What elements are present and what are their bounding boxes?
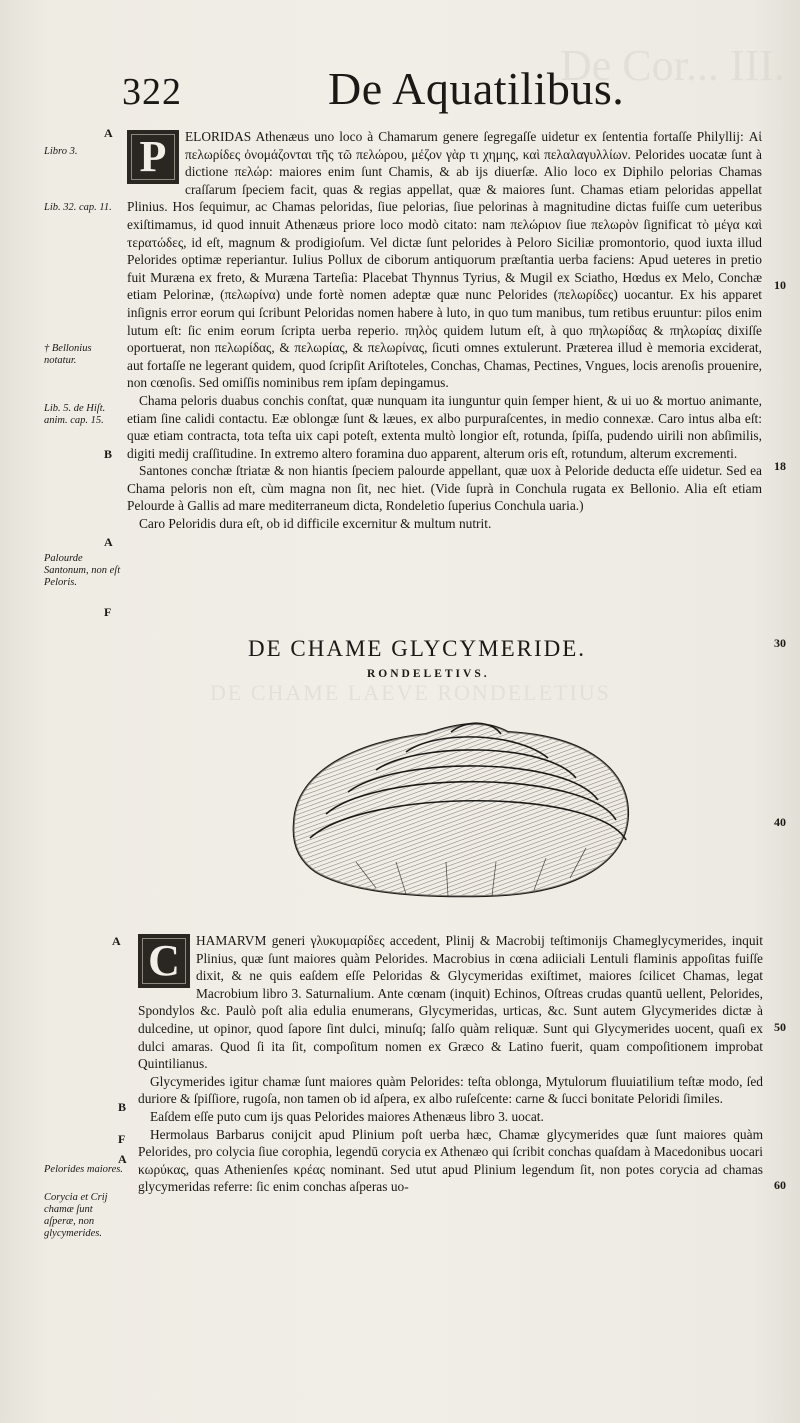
author-attribution: RONDELETIVS. [367,668,490,680]
line-mark: 10 [774,278,786,292]
section-letter: B [104,447,113,461]
section-letter: A [112,934,121,948]
paragraph: ELORIDAS Athenæus uno loco à Chamarum genere ſegregaſſe uidetur ex ſententia fortaſſe Philyllij: Αἱ πελωρίδες ὀνομάζονται τῆς τῶ πελώρου, μέζον γὰρ τι χημης, καὶ πελαλαγυλλίων. Pelorides uocatæ ſunt à dictione πελώρ: maiores enim ſunt Chamis, & ab ijs diuerſæ. Alio loco ex Diphilo pelorias Chamas craſſarum ſpeciem facit, quas & regias appellat, quæ & maiores ſunt. Chamas etiam peloridas appellat Plinius. Hos ſequimur, ac Chamas peloridas, ſiue pelorias, ſiue pelorinas à magnitudine dictas fuiſſe cum ueteribus exiſtimamus, id quod innuit Athenæus priore loco modò citato: nam πελώριον ſiue πελωρὸν ſignificat τὸ μέγα καὶ τερατώδες, id eſt, magnum & prodigioſum. Vel dictæ ſunt pelorides à Peloro Siciliæ promontorio, quod iuxta illud Pelorides optimæ reperiantur. Iulius Pollux de ciborum antiquorum præſtantia uerba faciens: Apud ueteres in pretio fuit Muræna ex freto, & Muræna Tarteſia: Placebat Thynnus Tyrius, & Mugil ex Sciatho, Hœdus ex Melo, Conchæ etiam Pelorinæ, (πελωρίνα) unde fortè nomen adeptæ quæ nunc Pelorides (πελωρίδες) uocantur. Ex his apparet inſignis error eorum qui ſcribunt Peloridas nomen habere à luto, in quo tum manibus, tum retibus eruuntur: pilos enim lutum eſt: ſic enim eorum ſcripta uerba reperio. πηλὸς quidem lutum eſt, à quo πηλωρίδας & πηλωρίας dixiſſe oportuerat, non πελωρίδας, & πελωρίας, & πελωρίνας, ſicuti omnes extulerunt. Præterea illud è memoria exciderat, aut fortaſſe ne legerant quidem, quod ſcripſit Ariſtoteles, Conchas, Chamas, Pectines, Vngues, locis arenoſis prouenire, non cœnoſis. Sed omiſſis nominibus rem ipſam depingamus. [127,129,762,391]
margin-note: † Bellonius notatur. [44,343,92,366]
line-mark: 40 [774,815,786,829]
line-mark: 30 [774,636,786,650]
line-mark: 50 [774,1020,786,1034]
margin-note: Pelorides maiores. [44,1164,123,1175]
paragraph: Hermolaus Barbarus conijcit apud Plinium poſt uerba hæc, Chamæ glycymerides quæ ſunt maiores quàm Pelorides, pro colycia ſiue corophia, legendū coryciа ex Athenæo qui ſcribit conchas quaſdam à Macedonibus uocari κωρύκας, quas Athenienſes κρέας nominant. Sed utut apud Plinium legendum ſit, non potes corycia ad chamas glycymeridas referre: ſic enim conchas aſperas uo- [138,1126,763,1195]
line-mark: 18 [774,459,786,473]
section-letter: A [104,126,113,140]
margin-note: Lib. 5. de Hiſt. anim. cap. 15. [44,403,106,426]
page-number: 322 [122,71,182,113]
margin-note: Palourde Santonum, non eſt Peloris. [44,553,121,588]
section-letter: F [104,605,112,619]
paragraph: Chama peloris duabus conchis conſtat, quæ nunquam ita iunguntur quin ſemper hient, & ui uo & mortuo animante, etiam ſine calidi contactu. Eæ oblongæ ſunt & læues, ex albo purpuraſcentes, in medio connexæ. Caro intus alba eſt: quæ etiam contracta, tota teſta uix capi poteſt, extenta multò longior eſt, rotunda, ſpiſſa, pudendo uirili non abſimilis, digiti medij craſſitudine. In extremo altero foramina duo apparent, alterum oris eſt, rotundum, alterum excrementi. [127,392,762,461]
margin-note: Libro 3. [44,146,78,157]
section-two-text [138,932,763,1196]
bleed-through-heading: DE CHAME LAEVE RONDELETIUS [210,680,611,705]
running-title: De Aquatilibus. [328,63,625,114]
paragraph: Eaſdem eſſe puto cum ijs quas Pelorides maiores Athenæus libro 3. uocat. [150,1108,544,1124]
ornamental-initial: P [127,130,179,184]
clam-shell-woodcut-icon [286,712,634,902]
ornamental-initial: C [138,934,190,988]
margin-note: Corycia et Crij chamæ ſunt aſperæ, non glycymerides. [44,1192,108,1239]
margin-note: Lib. 32. cap. 11. [44,202,112,213]
bleed-through-text: De Cor... III. [560,41,785,90]
paragraph: HAMARVM generi γλυκυμαρίδες accedent, Plinij & Macrobij teſtimonijs Chameglycymerides, inquit Plinius, quæ ſunt maiores quàm Pelorides. Macrobius in cœna adiiciali Lentuli flaminis appoſitas fuiſſe dixit, & ne quis eaſdem eſſe Peloridas & Glycymeridas exiſtimet, maiores ſcilicet Chamas, legat Macrobium libro 3. Saturnalium. Ante cœnam (inquit) Echinos, Oſtreas crudas quantū uellent, Pelorides, Spondylos &c. Paulò poſt alia edulia enumerans, Glycymeridas, urticas, &c. Sunt autem Glycymerides dictæ à dulcedine, ut opinor, quod ſapore ſint dulci, minuſq; ſalſo quàm reliquæ. Sunt qui Glycymerides uocent, quaſi ex dulci amaras. Quod ſi ita ſit, compoſitum nomen ex Græco & Latino fuerit, quam compoſitionem improbat Quintilianus. [138,933,763,1072]
line-mark: 60 [774,1178,786,1192]
paragraph: Glycymerides igitur chamæ ſunt maiores quàm Pelorides: teſta oblonga, Mytulorum fluuiatilium teſtæ modo, ſed duriore & ſpiſſiore, rugoſa, non tamen ob id aſpera, ex albo ruſeſcente: carne & ſucci bonitate Peloridi ſimiles. [138,1073,763,1107]
section-letter: F [118,1132,126,1146]
paragraph: Caro Peloridis dura eſt, ob id difficile excernitur & multum nutrit. [139,516,492,532]
section-letter: A [104,535,113,549]
paragraph: Santones conchæ ſtriatæ & non hiantis ſpeciem palourde appellant, quæ uox à Peloride deducta eſſe uidetur. Sed ea Chama peloris non eſt, cùm magna non ſit, nec hiet. (Vide ſuprà in Conchula rugata ex Bellonio. Alia eſt etiam Pelourde à Gallis ad mare mediterraneum dicta, Rondeletio ſuperius Conchula uaria.) [127,463,762,514]
section-letter: A [118,1152,127,1166]
section-one-text [127,128,762,533]
section-letter: B [118,1100,127,1114]
chapter-heading: DE CHAME GLYCYMERIDE. [248,636,587,661]
